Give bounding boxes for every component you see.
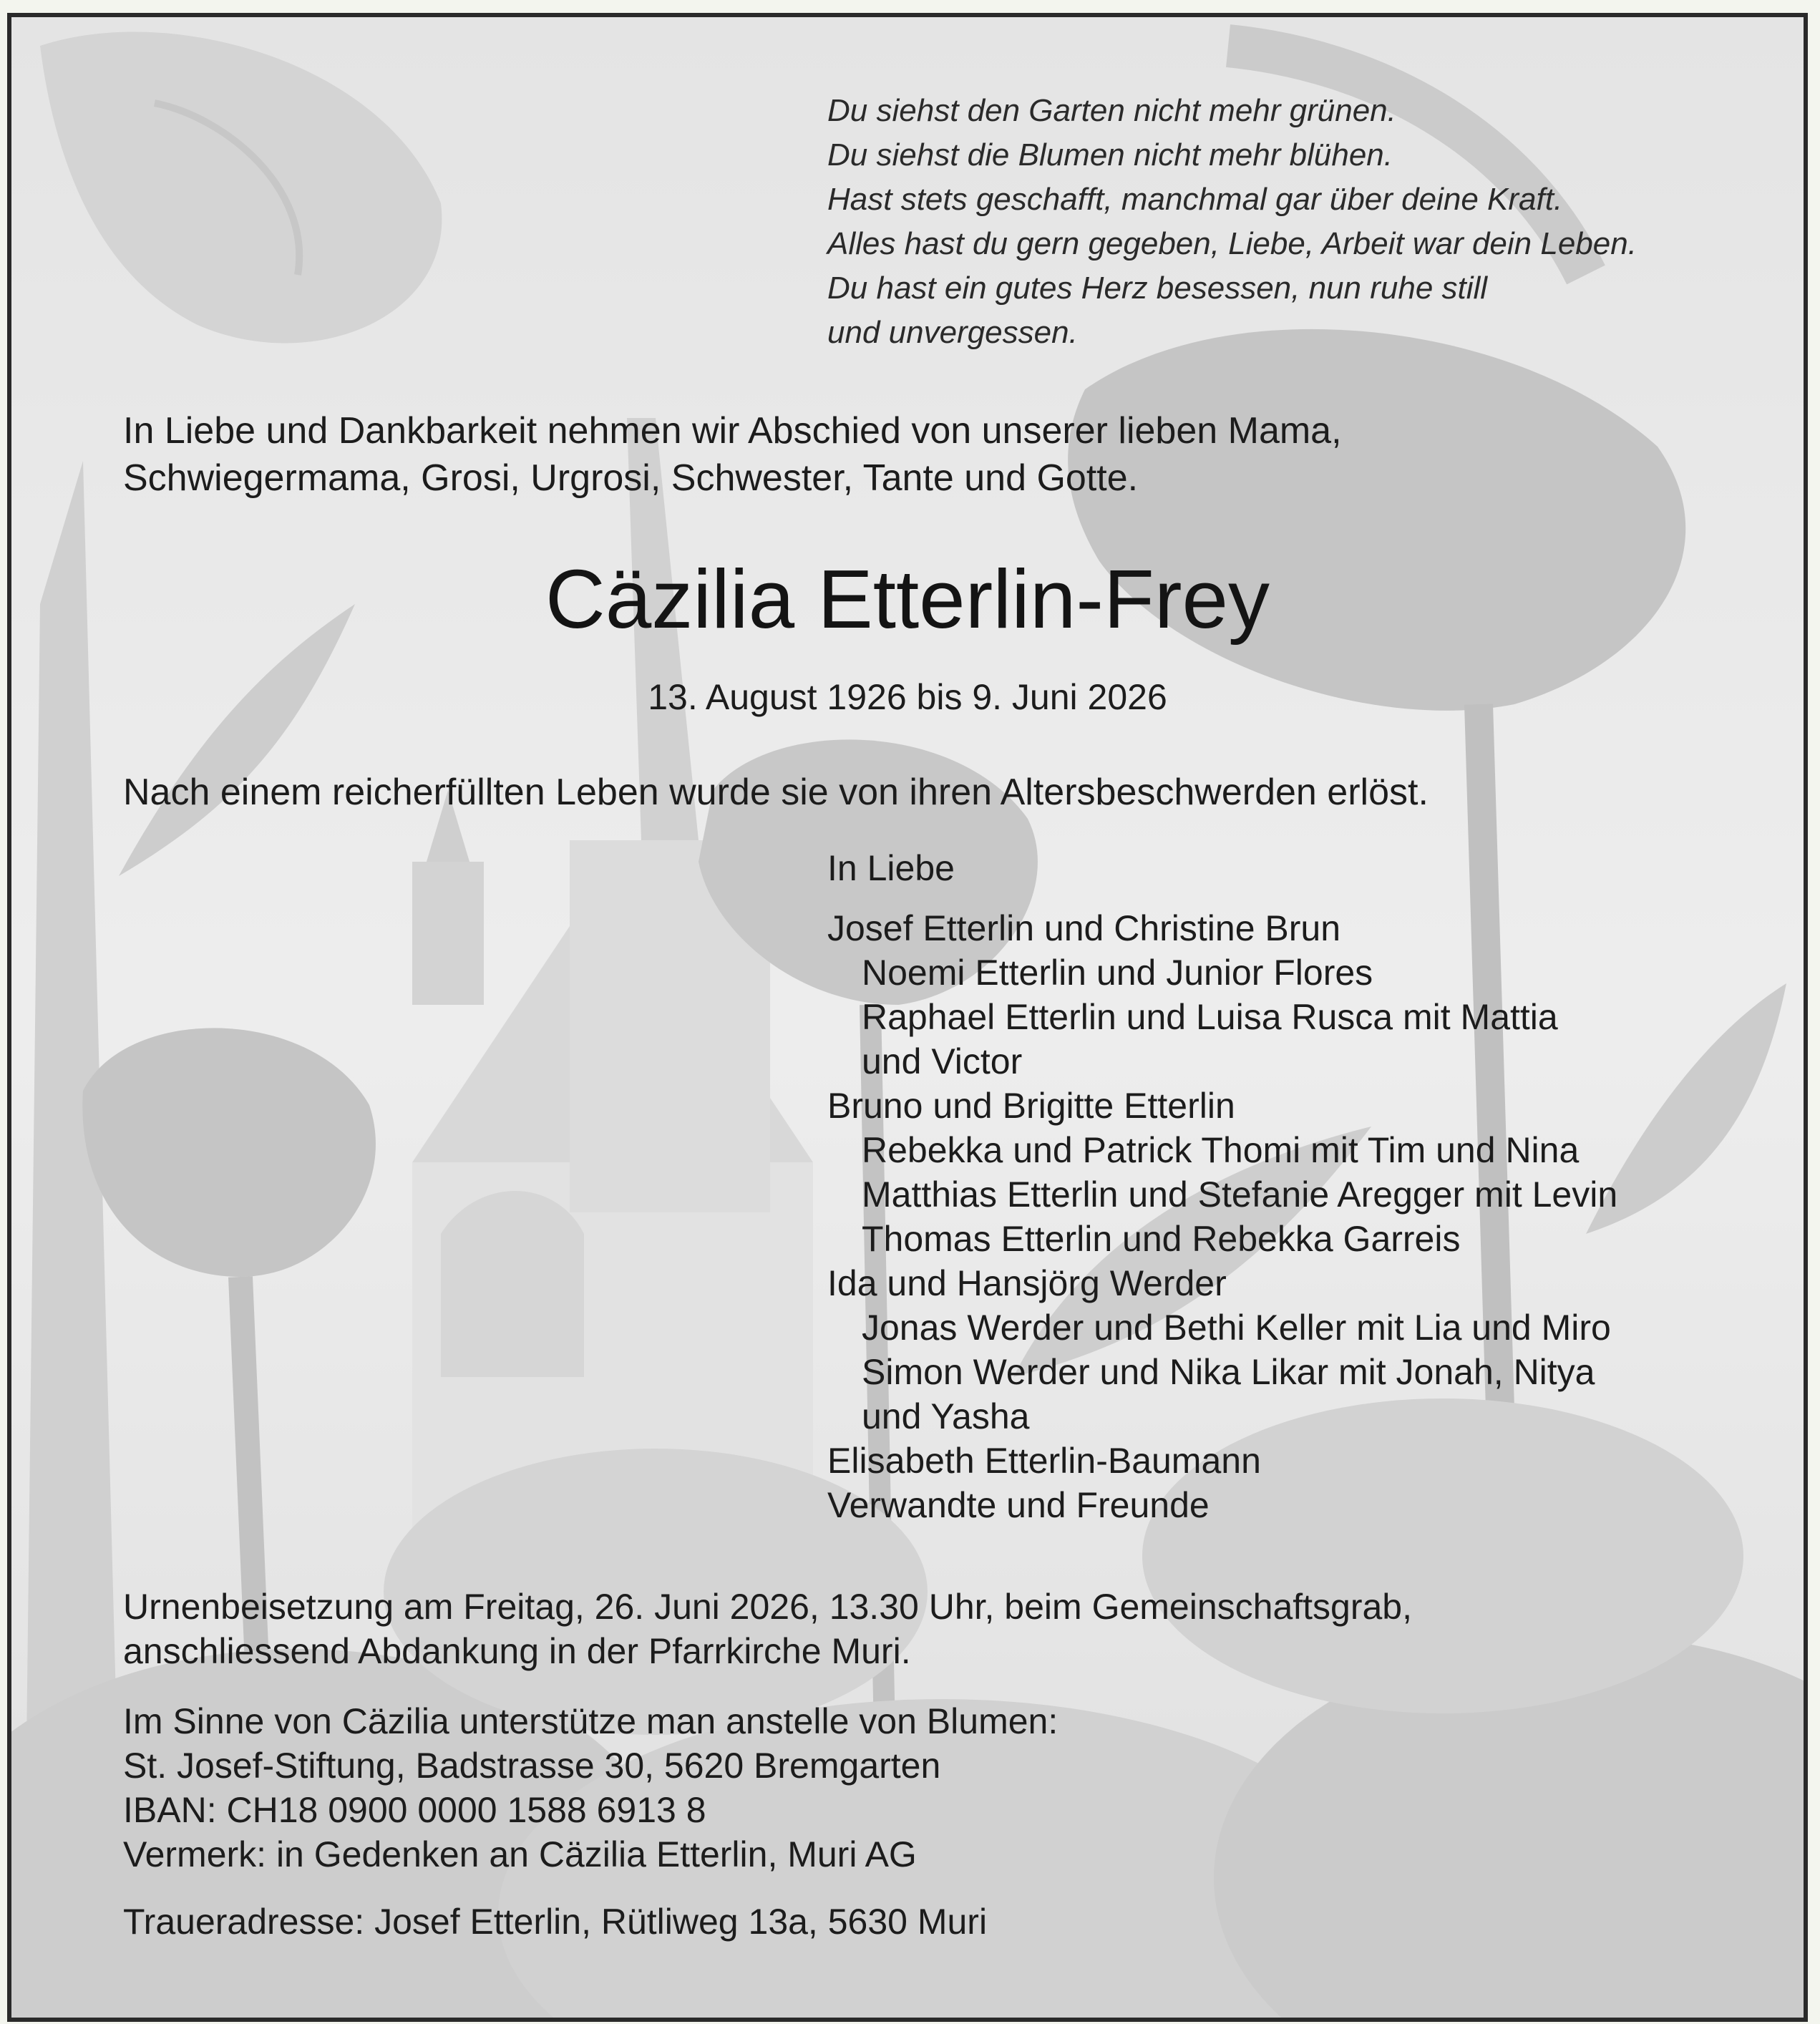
family-member-line: Elisabeth Etterlin-Baumann [827, 1441, 1261, 1481]
intro-text [123, 407, 1342, 502]
obituary-frame [7, 13, 1808, 2022]
poem-line: und unvergessen. [827, 315, 1078, 350]
donation-line: Vermerk: in Gedenken an Cäzilia Etterlin, Muri AG [123, 1834, 917, 1874]
poem-line: Du siehst die Blumen nicht mehr blühen. [827, 137, 1393, 172]
family-member-line: Raphael Etterlin und Luisa Rusca mit Mattia [862, 997, 1558, 1037]
family-member-line: Jonas Werder und Bethi Keller mit Lia und Miro [862, 1308, 1611, 1348]
donation-iban: IBAN: CH18 0900 0000 1588 6913 8 [123, 1790, 706, 1830]
poem-line: Du siehst den Garten nicht mehr grünen. [827, 93, 1396, 128]
life-dates: 13. August 1926 bis 9. Juni 2026 [648, 677, 1167, 717]
poem-line: Alles hast du gern gegeben, Liebe, Arbeit war dein Leben. [827, 226, 1637, 261]
family-member-line: Verwandte und Freunde [827, 1485, 1210, 1525]
release-sentence: Nach einem reicherfüllten Leben wurde sie von ihren Altersbeschwerden erlöst. [123, 772, 1429, 813]
ceremony-line: anschliessend Abdankung in der Pfarrkirche Muri. [123, 1631, 911, 1671]
ceremony-info [123, 1585, 1412, 1673]
poem-line: Hast stets geschafft, manchmal gar über deine Kraft. [827, 182, 1563, 217]
deceased-name: Cäzilia Etterlin-Frey [545, 553, 1270, 646]
donation-info [123, 1699, 1058, 1877]
intro-line: In Liebe und Dankbarkeit nehmen wir Abschied von unserer lieben Mama, [123, 410, 1342, 452]
family-member-line: Ida und Hansjörg Werder [827, 1263, 1227, 1303]
mourning-address: Traueradresse: Josef Etterlin, Rütliweg 13a, 5630 Muri [123, 1902, 988, 1942]
intro-line: Schwiegermama, Grosi, Urgrosi, Schwester, Tante und Gotte. [123, 457, 1139, 499]
ceremony-line: Urnenbeisetzung am Freitag, 26. Juni 2026, 13.30 Uhr, beim Gemeinschaftsgrab, [123, 1587, 1413, 1627]
family-member-line: Rebekka und Patrick Thomi mit Tim und Nina [862, 1130, 1580, 1170]
family-lines [827, 906, 1617, 1527]
donation-line: St. Josef-Stiftung, Badstrasse 30, 5620 Bremgarten [123, 1746, 941, 1786]
poem-line: Du hast ein gutes Herz besessen, nun ruhe still [827, 271, 1488, 306]
family-member-line: und Victor [862, 1041, 1023, 1081]
family-member-line: Matthias Etterlin und Stefanie Aregger mit Levin [862, 1174, 1618, 1215]
family-member-line: Josef Etterlin und Christine Brun [827, 908, 1341, 948]
poem [827, 89, 1637, 355]
family-member-line: Noemi Etterlin und Junior Flores [862, 953, 1373, 993]
family-heading: In Liebe [827, 848, 955, 888]
donation-line: Im Sinne von Cäzilia unterstütze man anstelle von Blumen: [123, 1701, 1059, 1741]
family-member-line: Bruno und Brigitte Etterlin [827, 1086, 1235, 1126]
family-member-line: und Yasha [862, 1396, 1030, 1436]
family-member-line: Thomas Etterlin und Rebekka Garreis [862, 1219, 1461, 1259]
family-member-line: Simon Werder und Nika Likar mit Jonah, Nitya [862, 1352, 1595, 1392]
family-list [827, 846, 1617, 1527]
